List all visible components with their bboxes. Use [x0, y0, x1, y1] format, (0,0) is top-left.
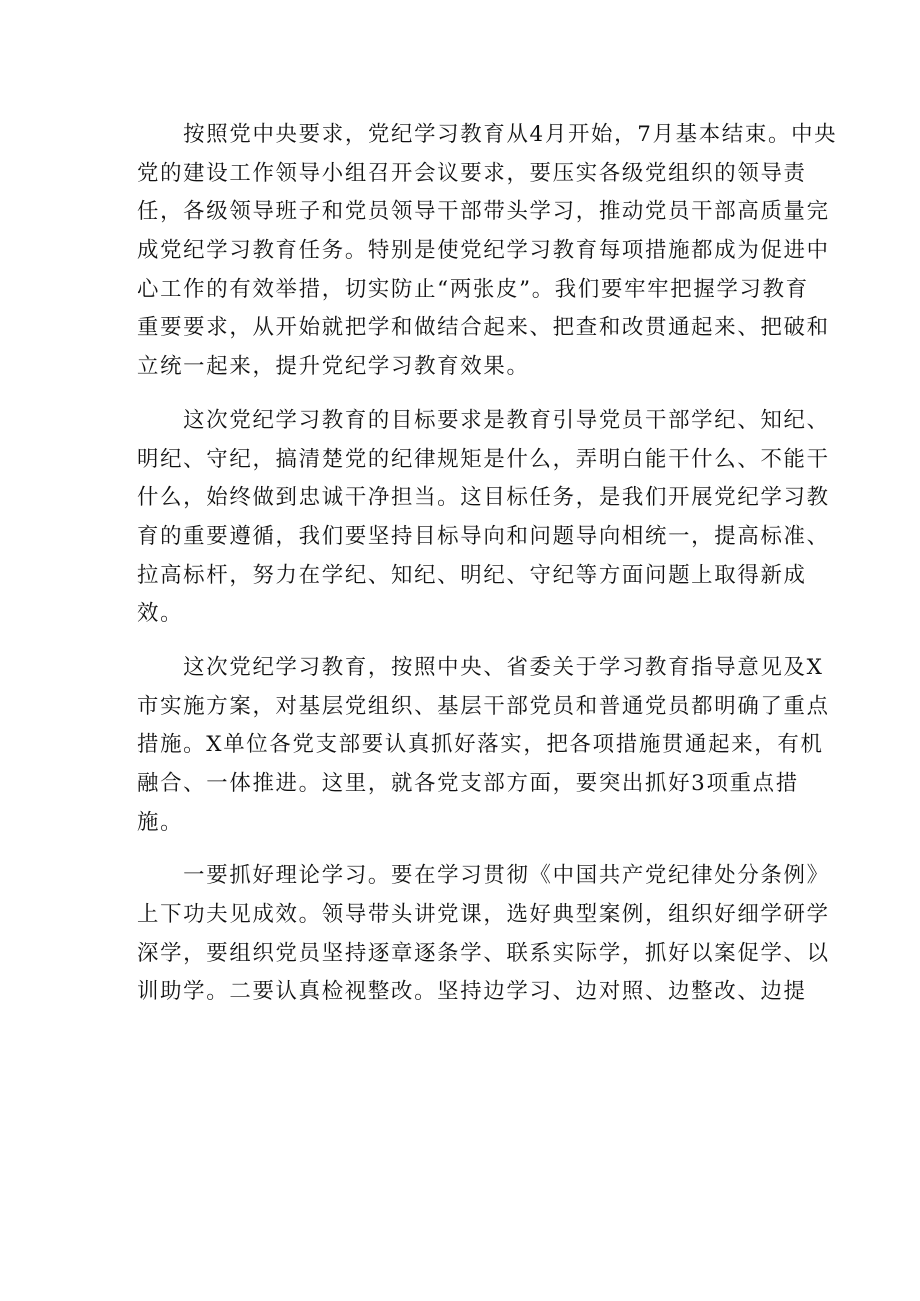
text-line: 成党纪学习教育任务。特别是使党纪学习教育每项措施都成为促进中 — [137, 238, 830, 264]
paragraph-2 — [137, 402, 830, 634]
text-line: 心工作的有效举措，切实防止“两张皮”。我们要牢牢把握学习教育 — [137, 276, 809, 302]
text-line: 施。 — [137, 809, 184, 835]
paragraph-4 — [137, 857, 830, 1012]
text-line: 党的建设工作领导小组召开会议要求，要压实各级党组织的领导责 — [137, 160, 807, 186]
text-line: 一要抓好理论学习。要在学习贯彻《中国共产党纪律处分条例》 — [137, 863, 830, 889]
text-line: 训助学。二要认真检视整改。坚持边学习、边对照、边整改、边提 — [137, 979, 807, 1005]
text-line: 措施。X单位各党支部要认真抓好落实，把各项措施贯通起来，有机 — [137, 732, 824, 758]
text-line: 市实施方案，对基层党组织、基层干部党员和普通党员都明确了重点 — [137, 693, 830, 719]
text-line: 什么，始终做到忠诚干净担当。这目标任务，是我们开展党纪学习教 — [137, 485, 830, 511]
document-body — [137, 116, 838, 1012]
paragraph-1 — [137, 116, 838, 387]
text-line: 立统一起来，提升党纪学习教育效果。 — [137, 354, 530, 380]
text-line: 融合、一体推进。这里，就各党支部方面，要突出抓好3项重点措 — [137, 771, 799, 796]
text-line: 任，各级领导班子和党员领导干部带头学习，推动党员干部高质量完 — [137, 199, 830, 225]
text-line: 这次党纪学习教育，按照中央、省委关于学习教育指导意见及X — [137, 654, 824, 680]
text-line: 明纪、守纪，搞清楚党的纪律规矩是什么，弄明白能干什么、不能干 — [137, 446, 830, 472]
text-line: 按照党中央要求，党纪学习教育从4月开始，7月基本结束。中央 — [137, 122, 838, 147]
text-line: 拉高标杆，努力在学纪、知纪、明纪、守纪等方面问题上取得新成 — [137, 562, 807, 588]
text-line: 育的重要遵循，我们要坚持目标导向和问题导向相统一，提高标准、 — [137, 523, 830, 549]
text-line: 上下功夫见成效。领导带头讲党课，选好典型案例，组织好细学研学 — [137, 902, 830, 928]
text-line: 这次党纪学习教育的目标要求是教育引导党员干部学纪、知纪、 — [137, 407, 830, 433]
text-line: 效。 — [137, 601, 184, 627]
text-line: 深学，要组织党员坚持逐章逐条学、联系实际学，抓好以案促学、以 — [137, 940, 830, 966]
paragraph-gap — [137, 842, 787, 857]
paragraph-gap — [137, 634, 787, 649]
paragraph-gap — [137, 387, 787, 402]
text-line: 重要要求，从开始就把学和做结合起来、把查和改贯通起来、把破和 — [137, 315, 830, 341]
paragraph-3 — [137, 649, 830, 842]
